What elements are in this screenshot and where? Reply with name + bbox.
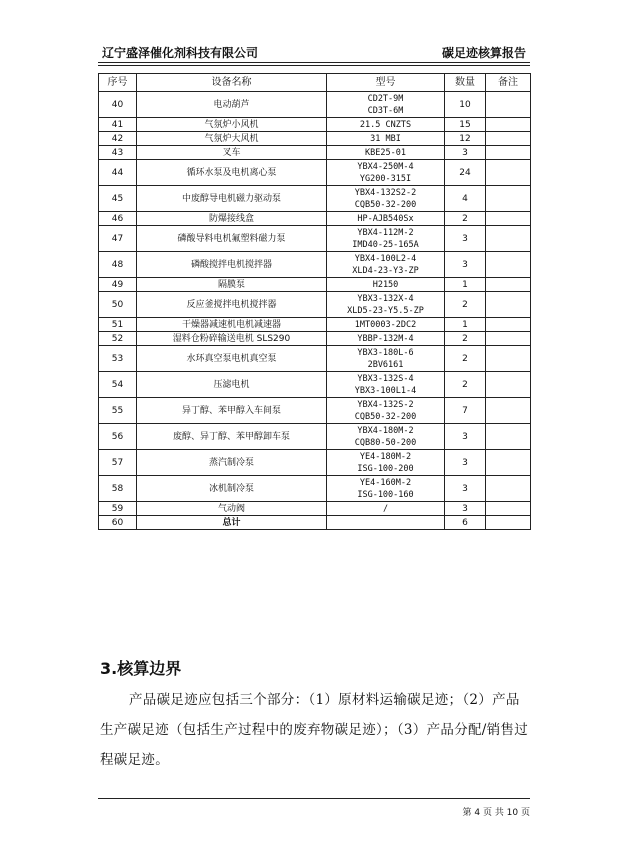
note: [486, 424, 531, 450]
equipment-name: 中废醇导电机磁力驱动泵: [137, 186, 327, 212]
equipment-name: 气氛炉小风机: [137, 118, 327, 132]
table-row: [99, 212, 531, 226]
note: [486, 226, 531, 252]
model-line: YBX4-250M-4: [357, 161, 414, 172]
model-cell: [327, 146, 445, 160]
quantity: 3: [445, 502, 486, 516]
model-cell: [327, 226, 445, 252]
row-number: 43: [99, 146, 137, 160]
table-row: [99, 92, 531, 118]
quantity: 2: [445, 212, 486, 226]
model-line: XLD4-23-Y3-ZP: [352, 265, 419, 276]
note: [486, 292, 531, 318]
model-line: CQB50-32-200: [354, 411, 417, 422]
note: [486, 372, 531, 398]
note: [486, 476, 531, 502]
quantity: 2: [445, 372, 486, 398]
model-line: YBBP-132M-4: [357, 333, 414, 344]
model-cell: [327, 398, 445, 424]
note: [486, 346, 531, 372]
model-cell: [327, 292, 445, 318]
table-row: [99, 502, 531, 516]
equipment-name: 隔膜泵: [137, 278, 327, 292]
note: [486, 502, 531, 516]
table-row: [99, 424, 531, 450]
footer-divider: [98, 798, 530, 799]
model-cell: [327, 346, 445, 372]
equipment-name: 水环真空泵电机真空泵: [137, 346, 327, 372]
model-line: YBX3-132S-4: [357, 373, 414, 384]
table-row: [99, 476, 531, 502]
row-number: 53: [99, 346, 137, 372]
row-number: 52: [99, 332, 137, 346]
equipment-name: 磷酸导料电机氟塑料磁力泵: [137, 226, 327, 252]
equipment-table: [98, 73, 531, 530]
equipment-name: 循环水泵及电机离心泵: [137, 160, 327, 186]
quantity: 1: [445, 318, 486, 332]
model-line: CD3T-6M: [367, 105, 404, 116]
note: [486, 332, 531, 346]
equipment-name: 电动葫芦: [137, 92, 327, 118]
table-row: [99, 160, 531, 186]
table-row: [99, 332, 531, 346]
quantity: 7: [445, 398, 486, 424]
model-cell: [327, 502, 445, 516]
model-cell: [327, 118, 445, 132]
model-line: /: [382, 503, 389, 514]
equipment-name: 气氛炉大风机: [137, 132, 327, 146]
row-number: 44: [99, 160, 137, 186]
model-cell: [327, 92, 445, 118]
equipment-name: 废醇、异丁醇、苯甲醇卸车泵: [137, 424, 327, 450]
page-number: 第 4 页 共 10 页: [462, 808, 530, 818]
quantity: 24: [445, 160, 486, 186]
model-line: 31 MBI: [370, 133, 401, 144]
table-row: [99, 318, 531, 332]
equipment-name: 冰机制冷泵: [137, 476, 327, 502]
equipment-name: 干燥器减速机电机减速器: [137, 318, 327, 332]
model-cell: [327, 424, 445, 450]
equipment-name: 叉车: [137, 146, 327, 160]
quantity: 12: [445, 132, 486, 146]
note: [486, 118, 531, 132]
model-cell: [327, 132, 445, 146]
table-row: [99, 186, 531, 212]
col-header-qty: 数量: [445, 74, 486, 92]
note: [486, 146, 531, 160]
model-line: 1MT0003-2DC2: [354, 319, 417, 330]
model-line: YE4-160M-2: [359, 477, 412, 488]
model-line: IMD40-25-165A: [352, 239, 419, 250]
row-number: 41: [99, 118, 137, 132]
model-line: 2BV6161: [367, 359, 404, 370]
row-number: 55: [99, 398, 137, 424]
model-cell: [327, 318, 445, 332]
quantity: 10: [445, 92, 486, 118]
table-body: [99, 92, 531, 530]
equipment-name: 反应釜搅拌电机搅拌器: [137, 292, 327, 318]
col-header-model: 型号: [327, 74, 445, 92]
model-line: YBX3-180L-6: [357, 347, 414, 358]
report-title: 碳足迹核算报告: [441, 46, 526, 60]
equipment-name: 压滤电机: [137, 372, 327, 398]
model-cell: [327, 516, 445, 530]
quantity: 2: [445, 332, 486, 346]
table-row: [99, 118, 531, 132]
table-row: [99, 226, 531, 252]
col-header-no: 序号: [99, 74, 137, 92]
model-line: H2150: [372, 279, 399, 290]
model-line: YBX4-132S-2: [357, 399, 414, 410]
model-line: HP-AJB540Sx: [357, 213, 414, 224]
row-number: 51: [99, 318, 137, 332]
model-line: CD2T-9M: [367, 93, 404, 104]
quantity: 2: [445, 292, 486, 318]
model-cell: [327, 476, 445, 502]
note: [486, 92, 531, 118]
row-number: 49: [99, 278, 137, 292]
quantity: 3: [445, 252, 486, 278]
row-number: 40: [99, 92, 137, 118]
note: [486, 318, 531, 332]
col-header-name: 设备名称: [137, 74, 327, 92]
col-header-note: 备注: [486, 74, 531, 92]
note: [486, 516, 531, 530]
table-total-row: [99, 516, 531, 530]
page-header: [98, 43, 530, 63]
header-divider: [98, 62, 530, 63]
row-number: 58: [99, 476, 137, 502]
model-line: YBX3-100L1-4: [354, 385, 417, 396]
equipment-name: 异丁醇、苯甲醇入车间泵: [137, 398, 327, 424]
model-line: ISG-100-200: [357, 463, 414, 474]
row-number: 60: [99, 516, 137, 530]
table-row: [99, 346, 531, 372]
table-header-row: [99, 74, 531, 92]
row-number: 47: [99, 226, 137, 252]
table-row: [99, 450, 531, 476]
equipment-name: 磷酸搅拌电机搅拌器: [137, 252, 327, 278]
model-cell: [327, 252, 445, 278]
equipment-name: 气动阀: [137, 502, 327, 516]
row-number: 59: [99, 502, 137, 516]
equipment-name: 总计: [137, 516, 327, 530]
table-row: [99, 146, 531, 160]
equipment-name: 湿料仓粉碎输送电机 SLS290: [137, 332, 327, 346]
model-line: YBX3-132X-4: [357, 293, 414, 304]
row-number: 48: [99, 252, 137, 278]
table-row: [99, 278, 531, 292]
row-number: 45: [99, 186, 137, 212]
model-cell: [327, 332, 445, 346]
row-number: 57: [99, 450, 137, 476]
note: [486, 450, 531, 476]
note: [486, 212, 531, 226]
table-row: [99, 292, 531, 318]
quantity: 3: [445, 476, 486, 502]
table-row: [99, 132, 531, 146]
model-line: YE4-180M-2: [359, 451, 412, 462]
model-cell: [327, 278, 445, 292]
quantity: 3: [445, 226, 486, 252]
note: [486, 398, 531, 424]
company-name: 辽宁盛泽催化剂科技有限公司: [102, 46, 259, 60]
quantity: 6: [445, 516, 486, 530]
model-line: YBX4-112M-2: [357, 227, 414, 238]
table-row: [99, 252, 531, 278]
model-line: CQB50-32-200: [354, 199, 417, 210]
row-number: 50: [99, 292, 137, 318]
quantity: 4: [445, 186, 486, 212]
model-cell: [327, 372, 445, 398]
row-number: 46: [99, 212, 137, 226]
table-row: [99, 372, 531, 398]
row-number: 54: [99, 372, 137, 398]
note: [486, 252, 531, 278]
model-line: ISG-100-160: [357, 489, 414, 500]
model-line: YBX4-132S2-2: [354, 187, 417, 198]
quantity: 3: [445, 424, 486, 450]
quantity: 1: [445, 278, 486, 292]
model-line: XLD5-23-Y5.5-ZP: [347, 305, 424, 316]
note: [486, 132, 531, 146]
model-cell: [327, 186, 445, 212]
row-number: 56: [99, 424, 137, 450]
note: [486, 160, 531, 186]
quantity: 3: [445, 450, 486, 476]
table-row: [99, 398, 531, 424]
note: [486, 186, 531, 212]
model-line: KBE25-01: [365, 147, 406, 158]
quantity: 3: [445, 146, 486, 160]
model-cell: [327, 450, 445, 476]
model-line: CQB80-50-200: [354, 437, 417, 448]
model-cell: [327, 212, 445, 226]
header-divider-thin: [98, 65, 530, 66]
model-line: 21.5 CNZTS: [359, 119, 412, 130]
equipment-name: 蒸汽制冷泵: [137, 450, 327, 476]
equipment-name: 防爆接线盒: [137, 212, 327, 226]
model-cell: [327, 160, 445, 186]
model-line: YBX4-100L2-4: [354, 253, 417, 264]
quantity: 15: [445, 118, 486, 132]
row-number: 42: [99, 132, 137, 146]
section-title: 3.核算边界: [100, 659, 182, 678]
model-line: YBX4-180M-2: [357, 425, 414, 436]
section-paragraph: 产品碳足迹应包括三个部分：（1）原材料运输碳足迹；（2）产品生产碳足迹（包括生产过程中的废弃物碳足迹）；（3）产品分配/销售过程碳足迹。: [100, 692, 529, 768]
model-line: YG200-315I: [359, 173, 412, 184]
quantity: 2: [445, 346, 486, 372]
note: [486, 278, 531, 292]
